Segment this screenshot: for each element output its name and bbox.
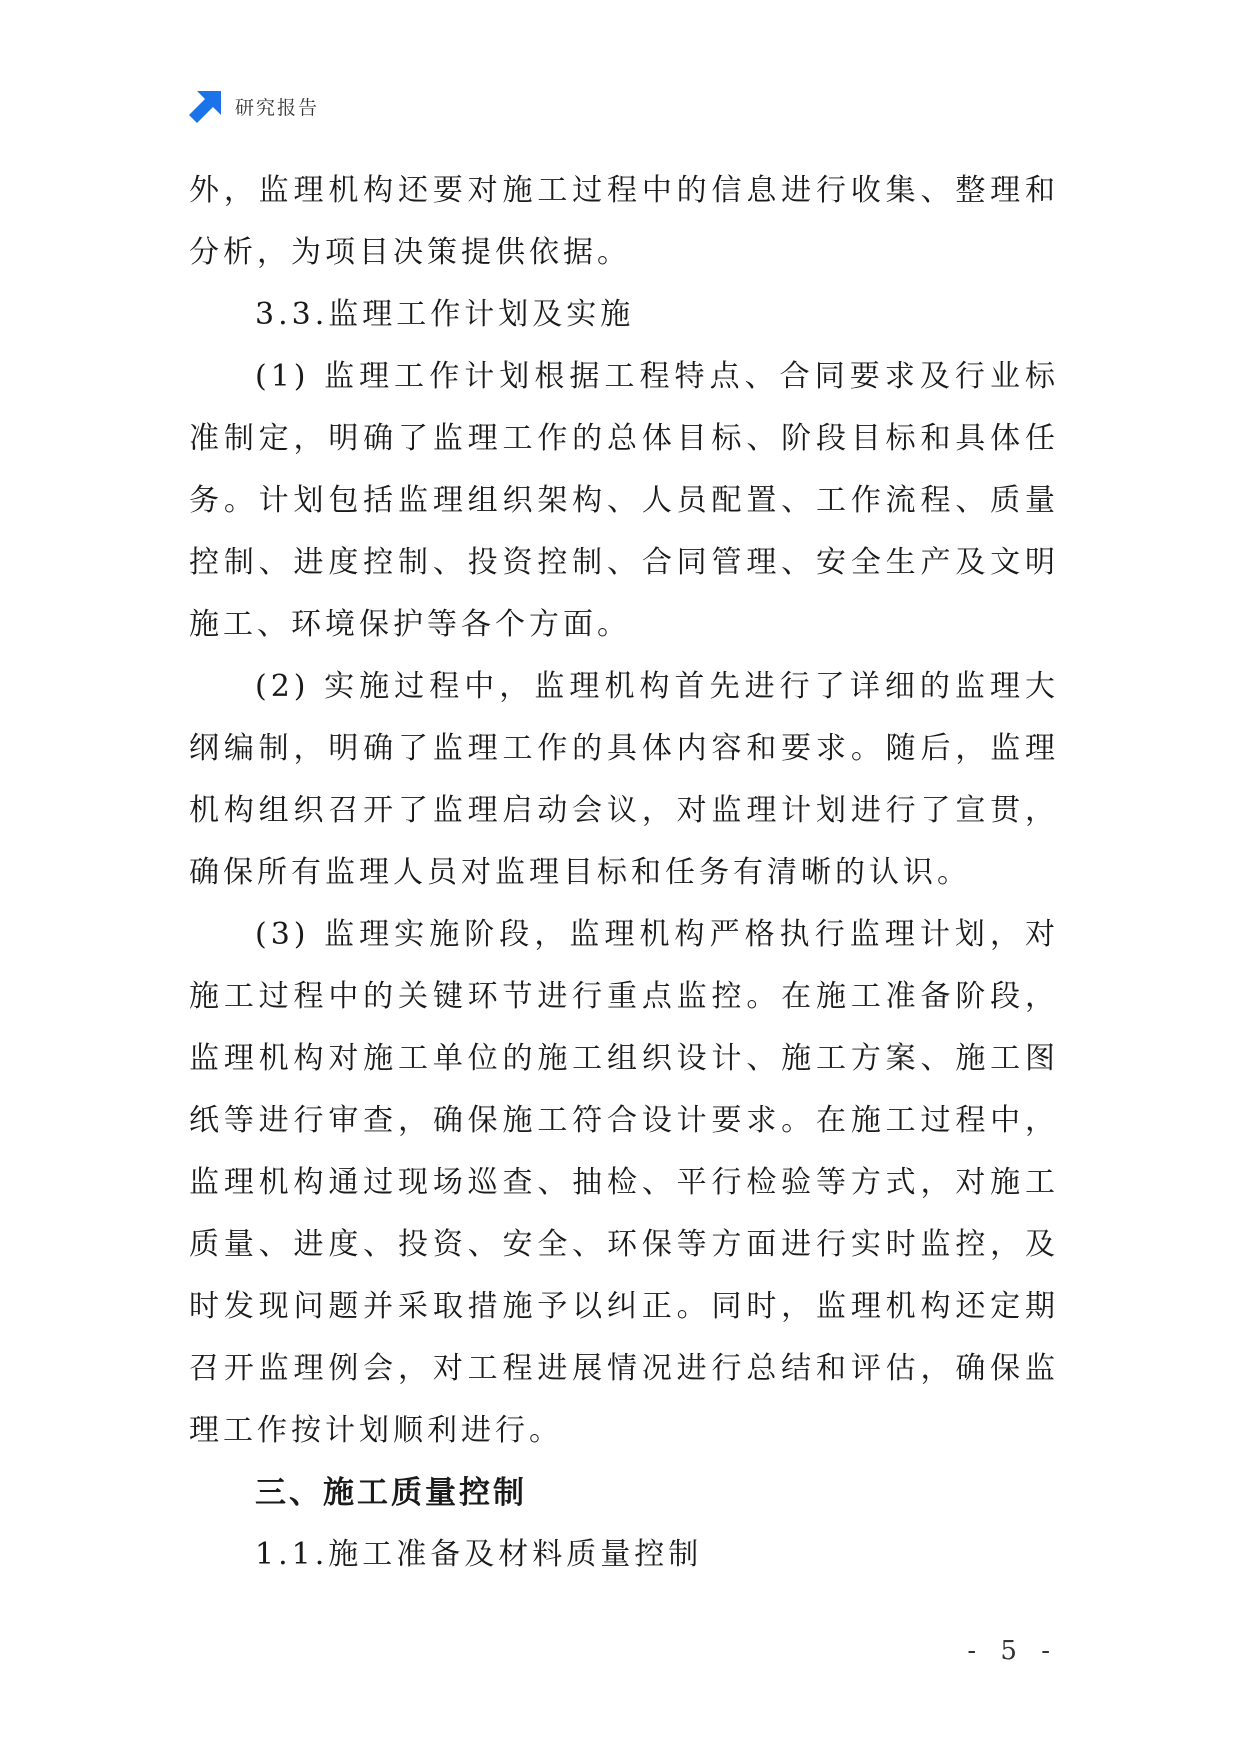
paragraph-item-3: (3) 监理实施阶段，监理机构严格执行监理计划，对施工过程中的关键环节进行重点监控。在施工准备阶段，监理机构对施工单位的施工组织设计、施工方案、施工图纸等进行审查，确保施工符合设计要求。在施工过程中，监理机构通过现场巡查、抽检、平行检验等方式，对施工质量、进度、投资、安全、环保等方面进行实时监控，及时发现问题并采取措施予以纠正。同时，监理机构还定期召开监理例会，对工程进展情况进行总结和评估，确保监理工作按计划顺利进行。 bbox=[189, 917, 1059, 1448]
page-number: - 5 - bbox=[967, 1636, 1058, 1666]
document-body bbox=[189, 160, 1059, 1586]
arrow-up-right-logo-icon bbox=[189, 89, 223, 123]
section-heading-1-1: 1.1.施工准备及材料质量控制 bbox=[255, 1537, 703, 1572]
document-header bbox=[189, 88, 319, 124]
paragraph-item-1: (1) 监理工作计划根据工程特点、合同要求及行业标准制定，明确了监理工作的总体目标、阶段目标和具体任务。计划包括监理组织架构、人员配置、工作流程、质量控制、进度控制、投资控制、合同管理、安全生产及文明施工、环境保护等各个方面。 bbox=[189, 359, 1059, 642]
paragraph-continuation: 外，监理机构还要对施工过程中的信息进行收集、整理和分析，为项目决策提供依据。 bbox=[189, 173, 1059, 270]
paragraph-item-2: (2) 实施过程中，监理机构首先进行了详细的监理大纲编制，明确了监理工作的具体内容和要求。随后，监理机构组织召开了监理启动会议，对监理计划进行了宣贯，确保所有监理人员对监理目标和任务有清晰的认识。 bbox=[189, 669, 1059, 890]
header-title: 研究报告 bbox=[235, 96, 320, 119]
chapter-heading-quality-control: 三、施工质量控制 bbox=[255, 1475, 527, 1511]
section-heading-3-3: 3.3.监理工作计划及实施 bbox=[255, 297, 635, 332]
